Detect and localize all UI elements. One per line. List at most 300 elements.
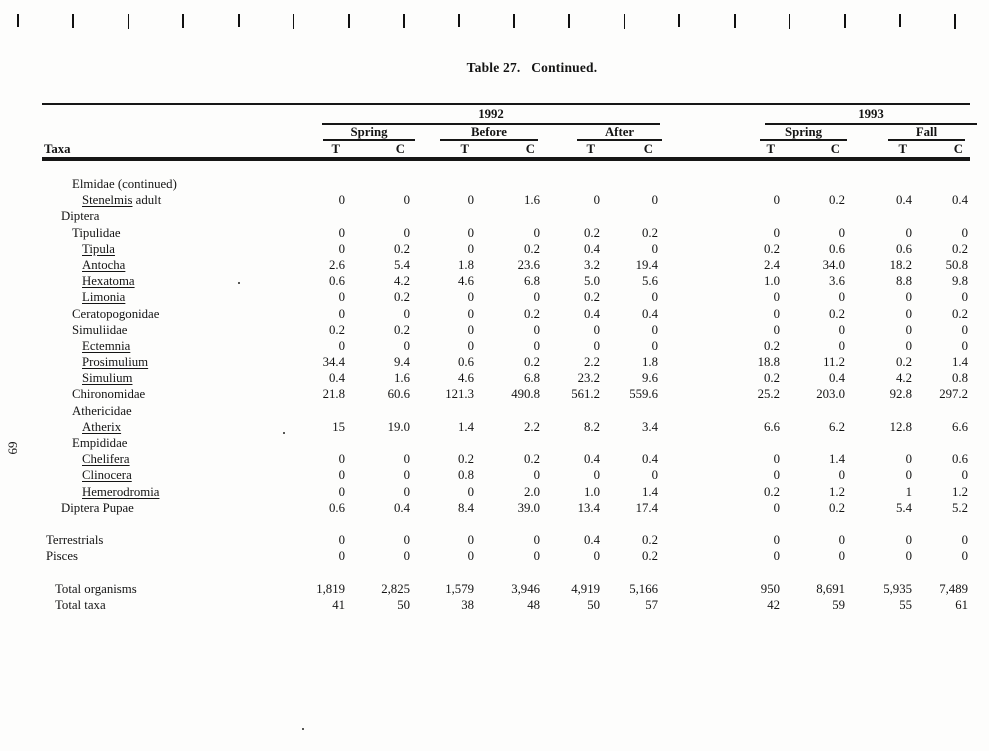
value-cell [780,176,845,192]
value-cell: 0 [773,225,780,240]
film-tick-mark [72,14,74,28]
table-row [42,289,968,305]
value-cell: 0.2 [896,355,912,370]
value-cell: 0 [773,290,780,305]
column-header-row [42,141,968,157]
subcol-header: T [586,142,595,156]
taxa-label [42,370,282,386]
value-cell: 6.2 [829,419,845,434]
value-cell: 0 [403,193,410,208]
value-cell: 0 [338,452,345,467]
taxon-suffix: adult [132,193,162,208]
value-cell: 18.2 [889,257,912,272]
value-cell [658,176,780,192]
value-cell: 2.2 [524,419,540,434]
value-cell: 0.4 [584,452,600,467]
value-cell: 1.6 [524,193,540,208]
value-cell: 0 [838,533,845,548]
value-cell: 0 [773,452,780,467]
table-row [42,176,968,192]
value-cell: 0 [533,338,540,353]
taxon-name: Clinocera [82,468,132,483]
table-row [42,403,968,419]
value-cell: 0 [838,549,845,564]
value-cell [600,435,658,451]
value-cell [600,208,658,224]
value-cell: 1,819 [316,581,345,596]
value-cell [845,176,912,192]
taxon-name: Tipula [82,241,115,256]
value-cell: 0.2 [952,241,968,256]
value-cell: 0.8 [458,468,474,483]
taxa-label [42,192,282,208]
value-cell: 6.8 [524,274,540,289]
value-cell: 0 [773,193,780,208]
value-cell [780,435,845,451]
value-cell: 0 [338,468,345,483]
value-cell [540,176,600,192]
value-cell [780,208,845,224]
film-tick-mark [844,14,846,28]
film-tick-mark [624,14,626,29]
value-cell: 34.4 [322,355,345,370]
value-cell [912,208,968,224]
value-cell: 0 [403,306,410,321]
value-cell: 0.2 [524,355,540,370]
table-row [42,484,968,500]
value-cell: 0.2 [642,549,658,564]
value-cell: 0 [773,306,780,321]
value-cell: 0 [773,468,780,483]
film-tick-mark [17,14,19,27]
taxa-label [42,548,282,564]
value-cell: 561.2 [571,387,600,402]
value-cell: 0.6 [896,241,912,256]
value-cell: 0.2 [642,225,658,240]
value-cell [282,435,345,451]
value-cell: 0 [961,338,968,353]
table-title: Table 27. Continued. [466,60,598,75]
film-tick-mark [403,14,405,28]
value-cell: 0.2 [764,241,780,256]
film-tick-mark [348,14,350,28]
value-cell: 2,825 [381,581,410,596]
table-row [42,273,968,289]
scan-speck [283,432,285,434]
film-tick-mark [238,14,240,27]
taxon-name: Empididae [72,436,128,450]
table-row [42,548,968,564]
table-row [42,208,968,224]
season-header-fall-1993: Fall [915,125,938,139]
value-cell [845,403,912,419]
value-cell: 1.6 [394,371,410,386]
film-tick-mark [789,14,791,29]
value-cell: 9.4 [394,355,410,370]
value-cell: 0 [338,533,345,548]
subcol-header: T [331,142,340,156]
taxon-name: Pisces [46,549,78,564]
film-tick-mark [954,14,956,29]
taxa-label [42,241,282,257]
value-cell [540,403,600,419]
value-cell: 8,691 [816,581,845,596]
taxon-name: Terrestrials [46,533,104,548]
value-cell: 0 [403,225,410,240]
value-cell [600,403,658,419]
value-cell: 0 [773,322,780,337]
taxa-label [42,257,282,273]
value-cell: 0.4 [829,371,845,386]
value-cell: 0 [905,452,912,467]
value-cell: 5.4 [896,500,912,515]
value-cell: 0.2 [764,371,780,386]
taxon-name: Chelifera [82,452,130,467]
value-cell: 0 [593,193,600,208]
taxa-label [42,273,282,289]
subcol-header: C [830,142,840,156]
value-cell [845,208,912,224]
value-cell: 0 [533,322,540,337]
table-row [42,467,968,483]
value-cell: 1.2 [829,484,845,499]
value-cell: 0.2 [584,225,600,240]
value-cell [345,403,410,419]
value-cell [474,403,540,419]
value-cell [474,435,540,451]
table-row [42,435,968,451]
taxa-label [42,403,282,419]
value-cell: 1.0 [764,274,780,289]
value-cell: 23.6 [517,257,540,272]
subcol-header: C [953,142,963,156]
film-tick-mark [678,14,680,27]
subcol-header: T [898,142,907,156]
value-cell: 1.4 [642,484,658,499]
subcol-header: C [525,142,535,156]
spacer-row [42,516,968,532]
value-cell: 2.0 [524,484,540,499]
taxon-name: Simuliidae [72,322,128,337]
value-cell: 0 [533,533,540,548]
taxon-name: Chironomidae [72,387,146,402]
table-row [42,354,968,370]
value-cell: 0 [593,338,600,353]
value-cell: 0 [961,533,968,548]
taxa-label [42,306,282,322]
value-cell: 0 [905,549,912,564]
value-cell: 0.4 [584,306,600,321]
taxon-name: Hemerodromia [82,484,160,499]
table-row [42,338,968,354]
value-cell: 0 [651,322,658,337]
taxon-name: Hexatoma [82,274,135,289]
value-cell: 0.6 [829,241,845,256]
value-cell [410,403,474,419]
value-cell: 0.2 [584,290,600,305]
value-cell: 8.8 [896,274,912,289]
taxon-name: Elmidae (continued) [72,177,177,191]
value-cell [912,176,968,192]
value-cell: 0 [467,484,474,499]
value-cell: 1.8 [458,257,474,272]
value-cell: 0 [905,533,912,548]
value-cell: 0 [593,468,600,483]
value-cell: 4.6 [458,371,474,386]
value-cell: 0 [467,290,474,305]
film-tick-mark [899,14,901,27]
value-cell [912,403,968,419]
taxon-name: Atherix [82,419,122,434]
value-cell [540,208,600,224]
table-row [42,500,968,516]
value-cell: 0 [905,306,912,321]
value-cell: 17.4 [635,500,658,515]
value-cell [282,403,345,419]
value-cell: 0 [961,468,968,483]
value-cell: 0 [838,322,845,337]
value-cell: 0.2 [829,306,845,321]
film-tick-mark [128,14,130,29]
taxon-name: Prosimulium [82,355,149,370]
taxa-label [42,435,282,451]
value-cell: 41 [332,597,345,612]
value-cell: 92.8 [889,387,912,402]
value-cell: 0 [338,225,345,240]
value-cell: 18.8 [757,355,780,370]
value-cell: 0 [467,306,474,321]
subcol-header: C [643,142,653,156]
value-cell: 5,166 [629,581,658,596]
value-cell [474,176,540,192]
value-cell: 0 [403,468,410,483]
value-cell: 0 [338,290,345,305]
value-cell [780,403,845,419]
value-cell: 1.4 [458,419,474,434]
value-cell: 0.2 [329,322,345,337]
scan-speck [302,728,304,730]
table-row [42,306,968,322]
table-row [42,241,968,257]
value-cell: 1 [905,484,912,499]
taxa-label [42,354,282,370]
value-cell: 1,579 [445,581,474,596]
value-cell: 0 [905,322,912,337]
value-cell: 4.2 [896,371,912,386]
table-row [42,370,968,386]
value-cell: 0 [467,322,474,337]
value-cell: 8.4 [458,500,474,515]
value-cell: 0.4 [394,500,410,515]
value-cell: 0 [338,193,345,208]
taxa-label [42,500,282,516]
value-cell: 61 [955,597,968,612]
value-cell: 48 [527,597,540,612]
value-cell: 0.6 [952,452,968,467]
taxon-name: Antocha [82,257,126,272]
taxa-label [42,467,282,483]
value-cell [282,208,345,224]
value-cell: 0.2 [524,241,540,256]
value-cell: 6.6 [952,419,968,434]
taxa-label [42,176,282,192]
value-cell: 1.8 [642,355,658,370]
value-cell: 2.2 [584,355,600,370]
value-cell: 5.6 [642,274,658,289]
value-cell: 0 [905,338,912,353]
value-cell: 42 [767,597,780,612]
value-cell: 0 [838,468,845,483]
value-cell: 8.2 [584,419,600,434]
value-cell: 0.8 [952,371,968,386]
value-cell: 4.2 [394,274,410,289]
value-cell: 0 [403,452,410,467]
value-cell: 6.8 [524,371,540,386]
value-cell: 0 [403,533,410,548]
value-cell: 1.4 [952,355,968,370]
table-row [42,322,968,338]
year-header-1992: 1992 [478,107,504,121]
season-header-spring-1993: Spring [785,125,822,139]
value-cell: 0 [961,549,968,564]
value-cell: 0.2 [524,452,540,467]
taxon-name: Athericidae [72,403,132,418]
value-cell: 39.0 [517,500,540,515]
value-cell: 0 [905,468,912,483]
value-cell: 0 [467,338,474,353]
value-cell: 0 [533,225,540,240]
value-cell: 0.4 [896,193,912,208]
taxa-label [42,338,282,354]
taxa-label [42,289,282,305]
table-row [42,597,968,613]
value-cell: 3.4 [642,419,658,434]
value-cell: 0 [533,468,540,483]
value-cell [410,176,474,192]
taxon-name: Diptera [61,209,100,224]
value-cell: 0.2 [458,452,474,467]
value-cell: 34.0 [822,257,845,272]
value-cell: 5.2 [952,500,968,515]
value-cell: 0 [467,225,474,240]
value-cell: 0.6 [329,500,345,515]
taxa-label [42,225,282,241]
taxa-label [42,322,282,338]
value-cell [474,208,540,224]
value-cell: 950 [760,581,780,596]
value-cell: 0.2 [829,193,845,208]
value-cell: 0.2 [952,306,968,321]
value-cell: 0 [838,290,845,305]
value-cell: 0 [651,241,658,256]
value-cell: 3.6 [829,274,845,289]
value-cell: 0 [467,549,474,564]
value-cell: 2.4 [764,257,780,272]
value-cell: 2.6 [329,257,345,272]
value-cell: 11.2 [823,355,845,370]
value-cell: 23.2 [577,371,600,386]
value-cell: 0 [338,306,345,321]
value-cell: 0 [773,549,780,564]
table-row [42,419,968,435]
value-cell: 6.6 [764,419,780,434]
value-cell [845,435,912,451]
value-cell: 0 [338,549,345,564]
value-cell: 0.2 [524,306,540,321]
value-cell: 19.4 [635,257,658,272]
taxon-name: Total taxa [55,597,106,612]
film-tick-mark [734,14,736,28]
table-row [42,257,968,273]
taxa-label [42,532,282,548]
value-cell: 3,946 [511,581,540,596]
value-cell: 0 [338,241,345,256]
value-cell: 5.0 [584,274,600,289]
value-cell: 490.8 [511,387,540,402]
value-cell: 0.4 [584,533,600,548]
season-header-after-1992: After [604,125,635,139]
header-bottom-rule [42,157,970,161]
value-cell: 3.2 [584,257,600,272]
value-cell: 0.2 [829,500,845,515]
taxon-name: Limonia [82,290,126,305]
value-cell: 0 [338,338,345,353]
value-cell: 0 [773,500,780,515]
taxa-label [42,451,282,467]
table-row [42,581,968,597]
film-tick-mark [513,14,515,28]
value-cell: 0.2 [764,484,780,499]
spacer-row [42,565,968,581]
value-cell: 0.6 [329,274,345,289]
taxa-label [42,208,282,224]
table-row [42,386,968,402]
value-cell: 9.6 [642,371,658,386]
value-cell [282,176,345,192]
value-cell: 0 [467,193,474,208]
value-cell: 0 [773,533,780,548]
taxon-name: Stenelmis [82,193,133,208]
table-body [42,176,968,613]
film-tick-mark [568,14,570,28]
scan-speck [238,282,240,284]
taxa-label [42,597,282,613]
value-cell: 9.8 [952,274,968,289]
value-cell: 7,489 [939,581,968,596]
value-cell: 5.4 [394,257,410,272]
value-cell: 12.8 [889,419,912,434]
value-cell: 0 [651,193,658,208]
value-cell [410,208,474,224]
value-cell: 0 [467,241,474,256]
season-header-before-1992: Before [470,125,507,139]
value-cell: 0 [905,290,912,305]
value-cell: 0 [651,290,658,305]
value-cell: 0.2 [642,533,658,548]
value-cell: 0 [838,338,845,353]
value-cell [600,176,658,192]
value-cell [540,435,600,451]
value-cell: 0 [593,322,600,337]
table-row [42,225,968,241]
value-cell: 0 [651,338,658,353]
value-cell: 38 [461,597,474,612]
value-cell: 1.0 [584,484,600,499]
value-cell: 297.2 [939,387,968,402]
taxon-name: Tipulidae [72,225,121,240]
value-cell: 0 [651,468,658,483]
value-cell: 0 [403,549,410,564]
